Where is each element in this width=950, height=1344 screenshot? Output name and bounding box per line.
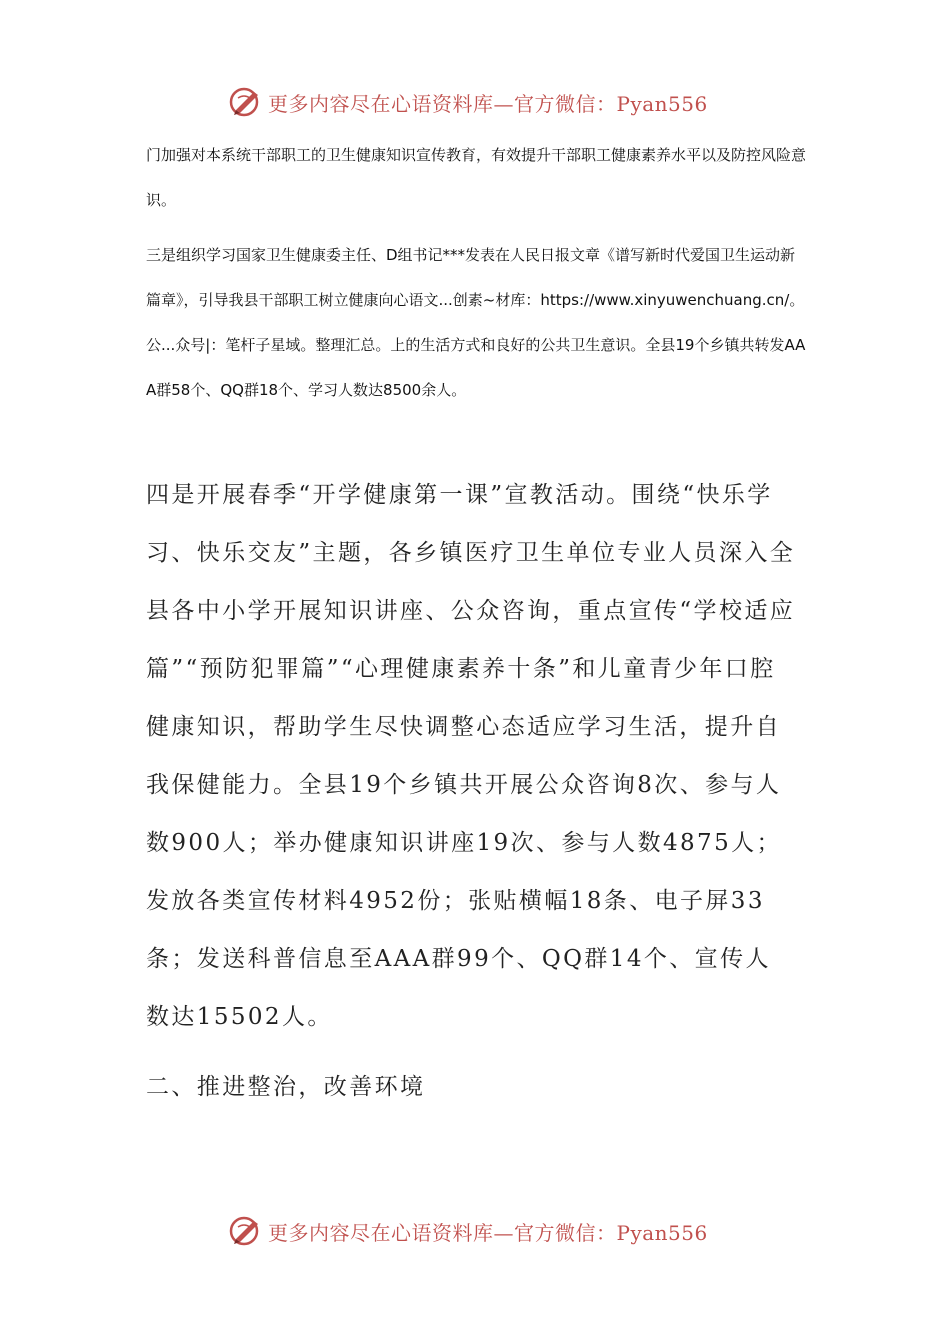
pen-logo-icon xyxy=(228,1213,264,1249)
paragraph-text: 三是组织学习国家卫生健康委主任、D组书记***发表在人民日报文章《谱写新时代爱国卫生运动新篇章》，引导我县干部职工树立健康向心语文...创素~材库：https://www.xinyuwenchuang.cn/。公...众号|：笔杆子星域。整理汇总。上的生活方式和良好的公共卫生意识。全县19个乡镇共转发AAA群58个、QQ群18个、学习人数达8500余人。 xyxy=(146,246,806,399)
paragraph-text: 四是开展春季“开学健康第一课”宣教活动。围绕“快乐学习、快乐交友”主题，各乡镇医疗卫生单位专业人员深入全县各中小学开展知识讲座、公众咨询，重点宣传“学校适应篇”“预防犯罪篇”“心理健康素养十条”和儿童青少年口腔健康知识，帮助学生尽快调整心态适应学习生活，提升自我保健能力。全县19个乡镇共开展公众咨询8次、参与人数900人；举办健康知识讲座19次、参与人数4875人；发放各类宣传材料4952份；张贴横幅18条、电子屏33条；发送科普信息至AAA群99个、QQ群14个、宣传人数达15502人。 xyxy=(146,482,796,1030)
section-heading: 二、推进整治，改善环境 xyxy=(146,1074,426,1100)
paragraph-item-four xyxy=(146,466,796,1046)
pen-logo-icon xyxy=(228,84,264,120)
footer-watermark-banner xyxy=(228,1211,748,1251)
paragraph-item-three xyxy=(146,233,810,413)
paragraph-text: 门加强对本系统干部职工的卫生健康知识宣传教育，有效提升干部职工健康素养水平以及防控风险意识。 xyxy=(146,146,807,209)
banner-text: 更多内容尽在心语资料库—官方微信：Pyan556 xyxy=(268,91,708,116)
paragraph-continuation xyxy=(146,133,810,223)
banner-text: 更多内容尽在心语资料库—官方微信：Pyan556 xyxy=(268,1220,708,1245)
header-watermark-banner xyxy=(228,82,748,122)
